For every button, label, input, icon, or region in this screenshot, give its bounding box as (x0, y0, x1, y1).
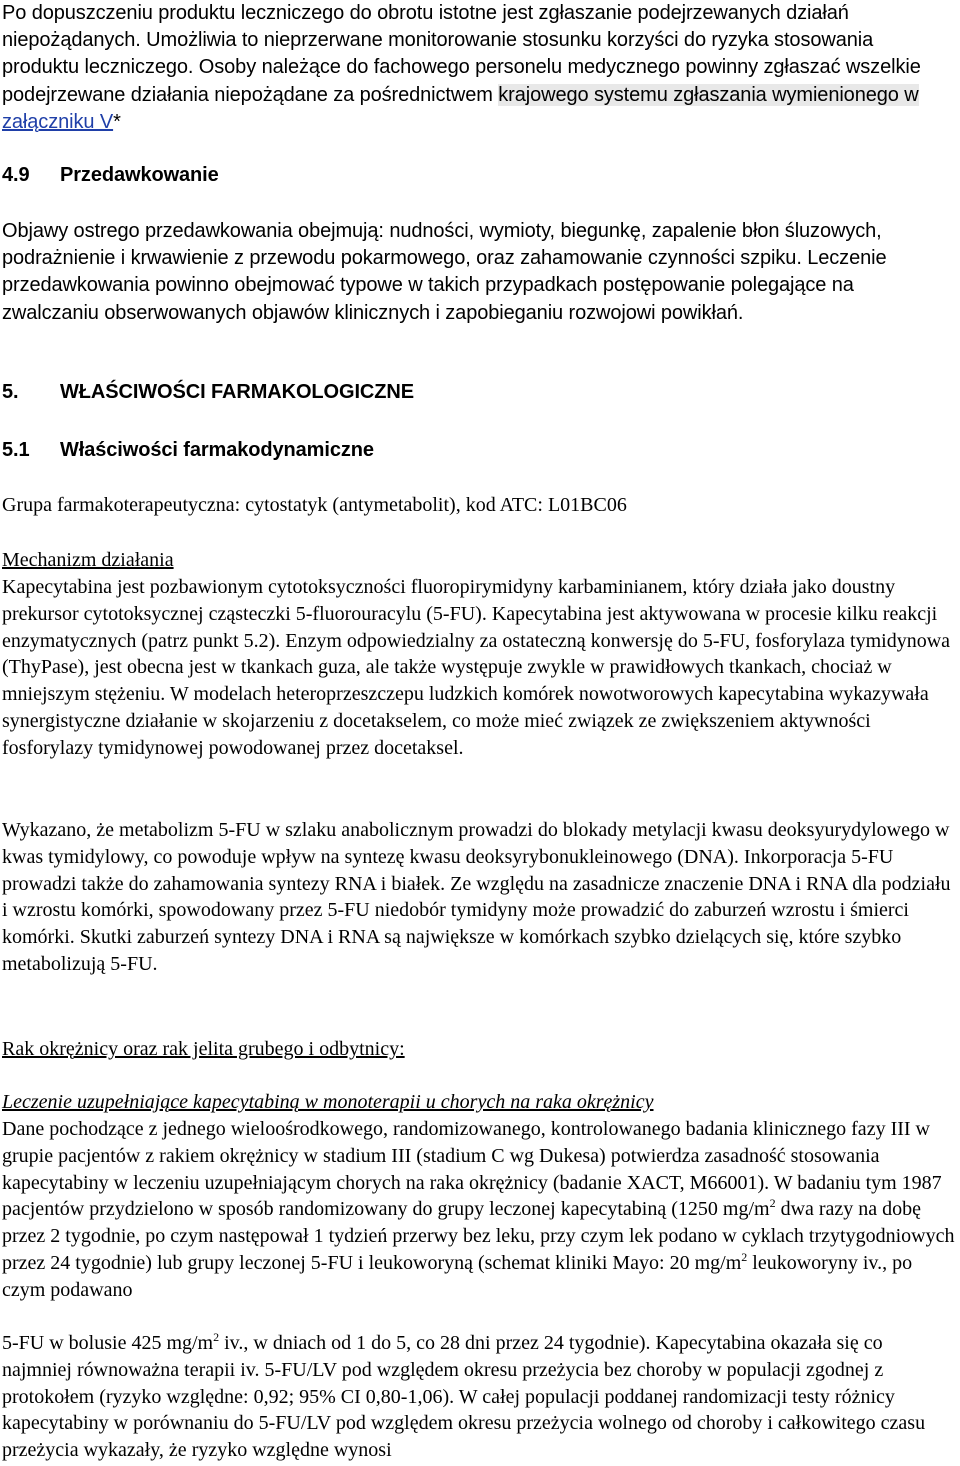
section-title: WŁAŚCIWOŚCI FARMAKOLOGICZNE (60, 381, 414, 403)
section-number: 5.1 (2, 439, 30, 461)
section-number: 4.9 (2, 164, 30, 186)
reporting-highlight: krajowego systemu zgłaszania wymienionego w (498, 83, 919, 106)
metabolism-paragraph: Wykazano, że metabolizm 5-FU w szlaku anabolicznym prowadzi do blokady metylacji kwasu deoksyurydylowego w kwas tymidylowy, co powoduje wpływ na syntezę kwasu deoksyrybonukleinowego (DNA). Inkorporacja 5-FU prowadzi także do zahamowania syntezy RNA i białek. Ze względu na zasadnicze znaczenie DNA i RNA dla podziału i wzrostu komórki, spowodowany przez 5-FU niedobór tymidyny może prowadzić do zaburzeń wzrostu i śmierci komórki. Skutki zaburzeń syntezy DNA i RNA są największe w komórkach szybko dzielących się, które szybko metabolizują 5-FU. (2, 819, 951, 975)
superscript: 2 (769, 1196, 776, 1211)
section-title: Przedawkowanie (60, 164, 219, 186)
superscript: 2 (741, 1249, 748, 1264)
reporting-text: Po dopuszczeniu produktu leczniczego do obrotu istotne jest zgłaszanie podejrzewanych działań niepożądanych. Umożliwia to nieprzerwane monitorowanie stosunku korzyści do ryzyka stosowania produktu leczniczego. Osoby należące do fachowego personelu medycznego powinny zgłaszać wszelkie podejrzewane działania niepożądane za pośrednictwem (2, 2, 921, 106)
overdose-paragraph: Objawy ostrego przedawkowania obejmują: nudności, wymioty, biegunkę, zapalenie błon śluzowych, podrażnienie i krwawienie z przewodu pokarmowego, oraz zahamowanie czynności szpiku. Leczenie przedawkowania powinno obejmować typowe w takich przypadkach postępowanie polegające na zwalczaniu obserwowanych objawów klinicznych i zapobieganiu rozwojowi powikłań. (2, 220, 887, 324)
mechanism-paragraph: Kapecytabina jest pozbawionym cytotoksyczności fluoropirymidyny karbaminianem, który działa jako doustny prekursor cytotoksycznej cząsteczki 5-fluorouracylu (5-FU). Kapecytabina jest aktywowana w procesie kilku reakcji enzymatycznych (patrz punkt 5.2). Enzym odpowiedzialny za ostateczną konwersję do 5-FU, fosforylaza tymidynowa (ThyPase), jest obecna jest w tkankach guza, ale także występuje zwykle w prawidłowych tkankach, chociaż w mniejszym stężeniu. W modelach heteroprzeszczepu ludzkich komórek nowotworowych kapecytabina wykazywała synergistyczne działanie w skojarzeniu z docetakselem, co może mieć związek ze zwiększeniem aktywności fosforylazy tymidynowej powodowanej przez docetaksel. (2, 576, 951, 759)
section-5-1-heading (2, 437, 374, 464)
colon-cancer-heading: Rak okrężnicy oraz rak jelita grubego i odbytnicy: (2, 1038, 405, 1060)
superscript: 2 (213, 1330, 220, 1344)
section-4-9-heading (2, 162, 219, 189)
section-title: Właściwości farmakodynamiczne (60, 439, 374, 461)
section-5-heading (2, 379, 414, 406)
pharmacotherapeutic-group: Grupa farmakoterapeutyczna: cytostatyk (antymetabolit), kod ATC: L01BC06 (2, 494, 627, 516)
xact-paragraph-a: Dane pochodzące z jednego wieloośrodkowego, randomizowanego, kontrolowanego badania klinicznego fazy III w grupie pacjentów z rakiem okrężnicy w stadium III (stadium C wg Dukesa) potwierdza zasadność stosowania kapecytabiny w leczeniu uzupełniającym chorych na raka okrężnicy (badanie XACT, M66001). W badaniu tym 1987 pacjentów przydzielono w sposób randomizowany do grupy leczonej kapecytabiną (1250 $mg/m^2$ dwa razy na dobę przez 2 tygodnie, po czym następował 1 tydzień przerwy bez leku, przy czym lek podano w cyklach trzytygodniowych przez 24 tygodnie) lub grupy leczonej 5-FU i leukoworyną (schemat kliniki Mayo: 20 $mg/m^2$ leukoworyny iv., po czym podawano (2, 1118, 955, 1301)
annex-v-link[interactable]: załączniku V (2, 110, 114, 133)
xact-paragraph-b: 5-FU w bolusie 425 $mg/m^2$ iv., w dniach od 1 do 5, co 28 dni przez 24 tygodnie). Kapecytabina okazała się co najmniej równoważna terapii iv. 5-FU/LV pod względem okresu przeżycia bez choroby w populacji zgodnej z protokołem (ryzyko względne: 0,92; 95% CI 0,80-1,06). W całej populacji poddanej randomizacji testy różnicy kapecytabiny w porównaniu do 5-FU/LV pod względem okresu przeżycia wolnego od choroby i całkowitego czasu przeżycia wykazały, że ryzyko względne wynosi (2, 1330, 926, 1462)
adjuvant-subheading: Leczenie uzupełniające kapecytabiną w monoterapii u chorych na raka okrężnicy (2, 1091, 654, 1113)
asterisk: * (113, 110, 121, 133)
reporting-paragraph (2, 0, 952, 136)
mechanism-heading: Mechanizm działania (2, 549, 174, 571)
section-number: 5. (2, 381, 19, 403)
